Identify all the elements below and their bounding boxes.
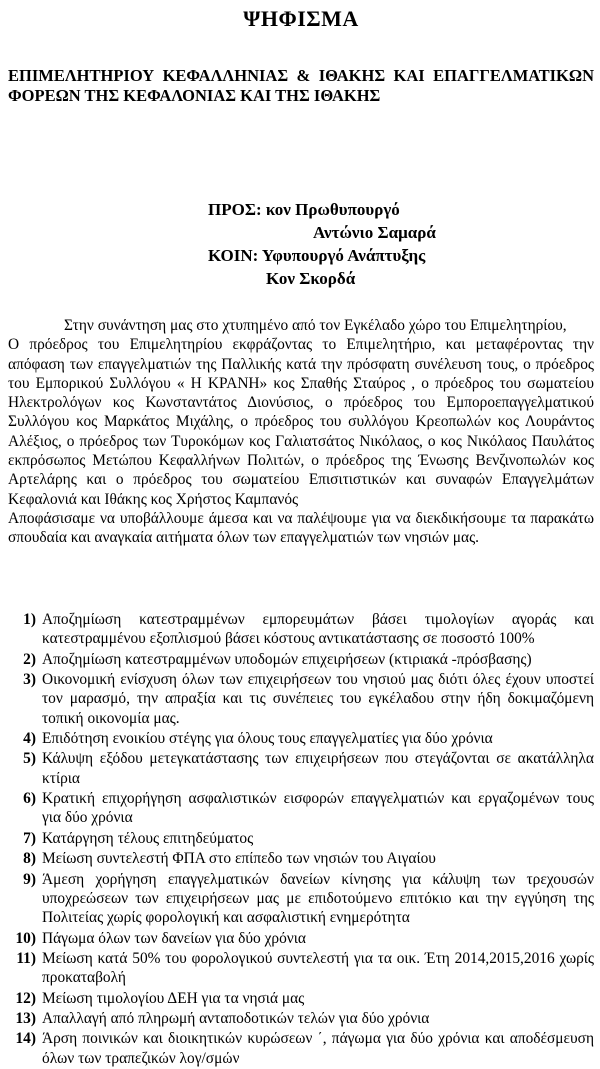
demand-item	[8, 789, 594, 828]
demand-item	[8, 729, 594, 748]
demand-text: Κάλυψη εξόδου μετεγκατάστασης των επιχειρήσεων που στεγάζονται σε ακατάλληλα κτίρια	[42, 750, 594, 787]
demand-number: 2)	[23, 650, 36, 668]
demand-item	[8, 849, 594, 868]
demand-item	[8, 610, 594, 649]
demand-number: 8)	[23, 850, 36, 868]
demand-number: 7)	[23, 829, 36, 847]
demand-text: Μείωση τιμολογίου ΔΕΗ για τα νησιά μας	[42, 989, 305, 1007]
demand-number: 6)	[23, 790, 36, 808]
addressee-name: Αντώνιο Σαμαρά	[313, 223, 436, 242]
demand-number: 3)	[23, 671, 36, 689]
demand-number: 14)	[15, 1030, 36, 1048]
demand-text: Πάγωμα όλων των δανείων για δύο χρόνια	[42, 929, 306, 947]
demand-item	[8, 1009, 594, 1028]
demand-item	[8, 989, 594, 1008]
demand-item	[8, 929, 594, 948]
demand-item	[8, 829, 594, 848]
demand-item	[8, 650, 594, 669]
addressee-to: ΠΡΟΣ: κον Πρωθυπουργό	[208, 200, 400, 219]
demand-text: Κρατική επιχορήγηση ασφαλιστικών εισφορών επαγγελματιών και εργαζομένων τους για δύο χρόνια	[42, 790, 594, 827]
demand-number: 13)	[15, 1010, 36, 1028]
demand-number: 4)	[23, 730, 36, 748]
demand-text: Επιδότηση ενοικίου στέγης για όλους τους επαγγελματίες για δύο χρόνια	[42, 730, 493, 748]
demand-text: Οικονομική ενίσχυση όλων των επιχειρήσεων του νησιού μας διότι όλες έχουν υποστεί τον μαρασμό, την απραξία και τις συνέπειες του εγκέλαδου στην ήδη δοκιμαζόμενη τοπική οικονομία μας.	[42, 671, 594, 727]
demand-item	[8, 870, 594, 928]
addressee-cc-name: Κον Σκορδά	[266, 269, 356, 288]
demand-text: Αποζημίωση κατεστραμμένων υποδομών επιχειρήσεων (κτιριακά -πρόσβασης)	[42, 650, 532, 668]
demand-number: 5)	[23, 750, 36, 768]
demand-text: Άμεση χορήγηση επαγγελματικών δανείων κίνησης για κάλυψη των τρεχουσών υποχρεώσεων των επιχειρήσεων μας με επιδοτούμενο επιτόκιο και την εγγύηση της Πολιτείας χωρίς φορολογική και ασφαλιστική ενημερότητα	[42, 870, 594, 927]
demand-number: 11)	[16, 949, 36, 967]
body-text	[8, 316, 594, 548]
demand-number: 9)	[23, 870, 36, 888]
demand-item	[8, 1029, 594, 1068]
demand-item	[8, 949, 594, 988]
demand-text: Άρση ποινικών και διοικητικών κυρώσεων ΄, πάγωμα για δύο χρόνια και αποδέσμευση όλων των τραπεζικών λογ/σμών	[42, 1030, 594, 1067]
demand-text: Αποζημίωση κατεστραμμένων εμπορευμάτων βάσει τιμολογίων αγοράς και κατεστραμμένου εξοπλισμού βάσει κόστους αντικατάστασης σε ποσοστό 100%	[42, 611, 594, 648]
demand-text: Κατάργηση τέλους επιτηδεύματος	[42, 829, 254, 847]
demand-text: Απαλλαγή από πληρωμή ανταποδοτικών τελών για δύο χρόνια	[42, 1010, 430, 1028]
decision-paragraph: Αποφάσισαμε να υποβάλλουμε άμεσα και να παλέψουμε για να διεκδικήσουμε τα παρακάτω σπουδαία και αναγκαία αιτήματα όλων των επαγγελματιών των νησιών μας.	[8, 509, 594, 547]
demand-number: 1)	[23, 611, 36, 628]
demand-item	[8, 749, 594, 788]
demand-number: 10)	[15, 929, 36, 947]
addressee-cc: ΚΟΙΝ: Υφυπουργό Ανάπτυξης	[208, 246, 426, 265]
issuer-heading: ΕΠΙΜΕΛΗΤΗΡΙΟΥ ΚΕΦΑΛΛΗΝΙΑΣ & ΙΘΑΚΗΣ ΚΑΙ ΕΠΑΓΓΕΛΜΑΤΙΚΩΝ ΦΟΡΕΩΝ ΤΗΣ ΚΕΦΑΛΟΝΙΑΣ ΚΑΙ ΤΗΣ ΙΘΑΚΗΣ	[8, 66, 594, 105]
participants-paragraph: Ο πρόεδρος του Επιμελητηρίου εκφράζοντας το Επιμελητήριο, και μεταφέροντας την απόφαση των επαγγελματιών της Παλλικής κατά την πρόσφατη συνέλευση τους, ο πρόεδρος του Εμπορικού Συλλόγου « Η ΚΡΑΝΗ» κος Σπαθής Σταύρος , ο πρόεδρος του σωματείου Ηλεκτρολόγων κος Κωνσταντάτος Διονύσιος, ο πρόεδρος του Εμποροεπαγγελματικού Συλλόγου κος Μαρκάτος Μιχάλης, ο πρόεδρος του συλλόγου Κρεοπωλών κος Λουράντος Αλέξιος, ο πρόεδρος των Τυροκόμων κος Γαλιατσάτος Νικόλαος, ο κος Νικόλαος Παυλάτος εκπρόσωπος Μετώπου Κεφαλλήνων Πολιτών, ο πρόεδρος της Ένωσης Βενζινοπωλών κος Αρτελάρης και ο πρόεδρος του σωματείου Επισιτιστικών και συναφών Επαγγελμάτων Κεφαλονιά και Ιθάκης κος Χρήστος Καμπανός	[8, 336, 594, 508]
demand-number: 12)	[15, 989, 36, 1007]
demands-list	[8, 610, 594, 1069]
demand-item	[8, 670, 594, 728]
document-title: ΨΗΦΙΣΜΑ	[243, 6, 359, 31]
demand-text: Μείωση συντελεστή ΦΠΑ στο επίπεδο των νησιών του Αιγαίου	[42, 850, 436, 868]
intro-paragraph: Στην συνάντηση μας στο χτυπημένο από τον Εγκέλαδο χώρο του Επιμελητηρίου,	[64, 317, 567, 334]
demand-text: Μείωση κατά 50% του φορολογικού συντελεστή για τα οικ. Έτη 2014,2015,2016 χωρίς προκαταβολή	[42, 949, 594, 987]
